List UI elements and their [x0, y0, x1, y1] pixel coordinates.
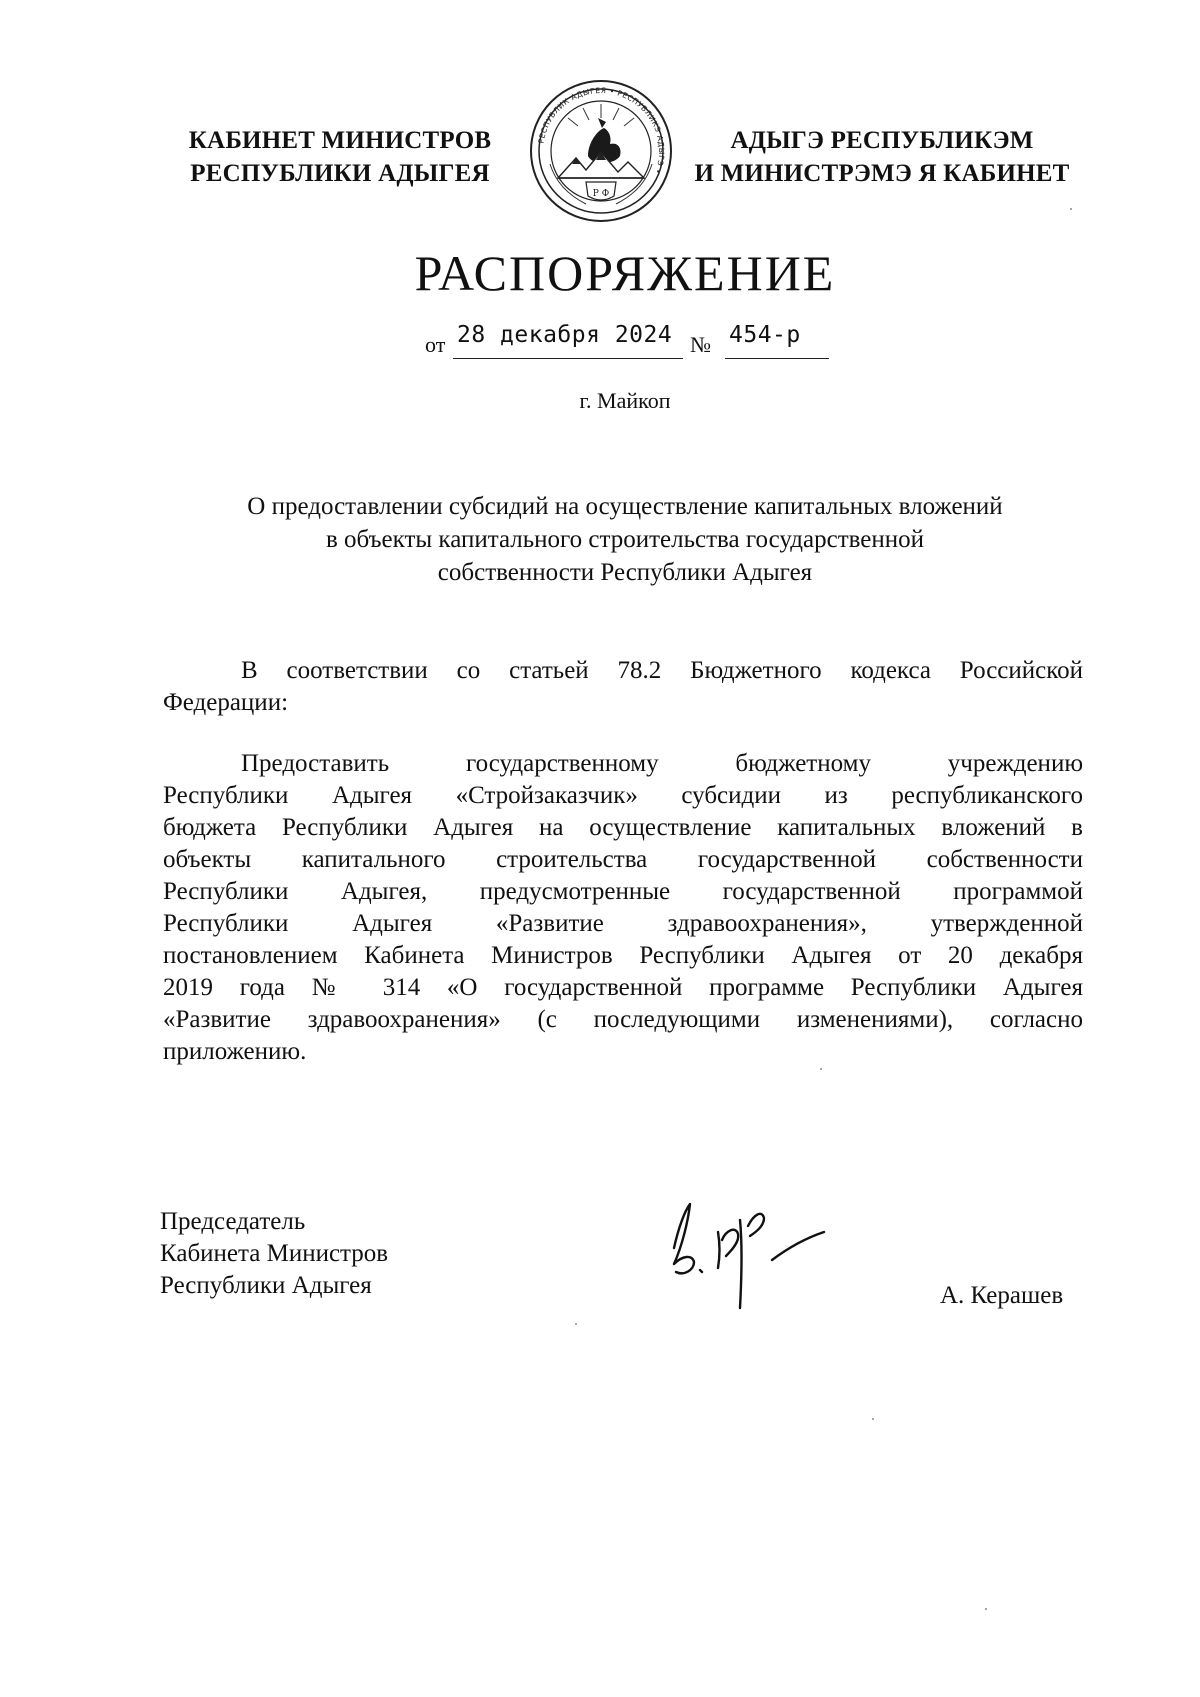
signer-position-line: Республики Адыгея [160, 1272, 372, 1299]
body-line: приложению. [163, 1038, 307, 1065]
body-line: Федерации: [163, 689, 289, 716]
signer-position-line: Председатель [160, 1208, 306, 1235]
scan-speck [575, 1323, 577, 1325]
issuer-adyghe-line-1: АДЫГЭ РЕСПУБЛИКЭМ [730, 127, 1034, 154]
scan-speck [820, 1068, 822, 1070]
operative-paragraph [163, 748, 1083, 1068]
body-line: Республики Адыгея «Развитие здравоохранения», утвержденной [163, 910, 1083, 937]
body-line: Республики Адыгея «Стройзаказчик» субсидии из республиканского [163, 782, 1083, 809]
body-line: бюджета Республики Адыгея на осуществление капитальных вложений в [163, 814, 1083, 841]
number-underline [725, 358, 829, 359]
document-city: г. Майкоп [579, 388, 671, 413]
svg-text:Р Ф: Р Ф [592, 189, 610, 199]
body-line: постановлением Кабинета Министров Республики Адыгея от 20 декабря [163, 942, 1083, 969]
number-prefix: № [690, 332, 711, 357]
issuer-adyghe-line-2: И МИНИСТРЭМЭ Я КАБИНЕТ [694, 160, 1070, 187]
document-date: 28 декабря 2024 [457, 322, 673, 348]
issuer-name-russian [180, 124, 500, 190]
subject-line: в объекты капитального строительства государственной [325, 526, 925, 553]
document-subject [150, 490, 1100, 589]
body-line: В соответствии со статьей 78.2 Бюджетного кодекса Российской [241, 657, 1083, 684]
preamble-paragraph [163, 655, 1083, 719]
issuer-line-1: КАБИНЕТ МИНИСТРОВ [188, 127, 492, 154]
document-number: 454-р [729, 322, 801, 348]
coat-of-arms-icon [528, 78, 674, 224]
signer-name: А. Керашев [940, 1282, 1064, 1309]
handwritten-signature-icon [660, 1190, 830, 1310]
scan-speck [985, 1608, 987, 1610]
scan-speck [1070, 208, 1072, 210]
date-prefix: от [425, 332, 446, 357]
body-line: Предоставить государственному бюджетному учреждению [241, 750, 1083, 777]
body-line: Республики Адыгея, предусмотренные государственной программой [163, 878, 1083, 905]
body-line: объекты капитального строительства государственной собственности [163, 846, 1083, 873]
signer-position [160, 1206, 388, 1302]
body-line: 2019 года № 314 «О государственной программе Республики Адыгея [163, 974, 1083, 1001]
body-line: «Развитие здравоохранения» (с последующими изменениями), согласно [163, 1006, 1083, 1033]
date-underline [453, 358, 683, 359]
issuer-name-adyghe [672, 124, 1092, 190]
scan-speck [872, 1418, 874, 1420]
signer-position-line: Кабинета Министров [160, 1240, 389, 1267]
subject-line: О предоставлении субсидий на осуществление капитальных вложений [247, 493, 1003, 520]
subject-line: собственности Республики Адыгея [437, 559, 813, 586]
svg-text:РЕСПУБЛИК АДЫГЕЯ • РЕСПУБЛИКЭ: РЕСПУБЛИК АДЫГЕЯ • РЕСПУБЛИКЭ АДЫГЭ • [536, 85, 667, 176]
document-type-title: РАСПОРЯЖЕНИЕ [414, 245, 836, 301]
issuer-line-2: РЕСПУБЛИКИ АДЫГЕЯ [190, 160, 490, 187]
